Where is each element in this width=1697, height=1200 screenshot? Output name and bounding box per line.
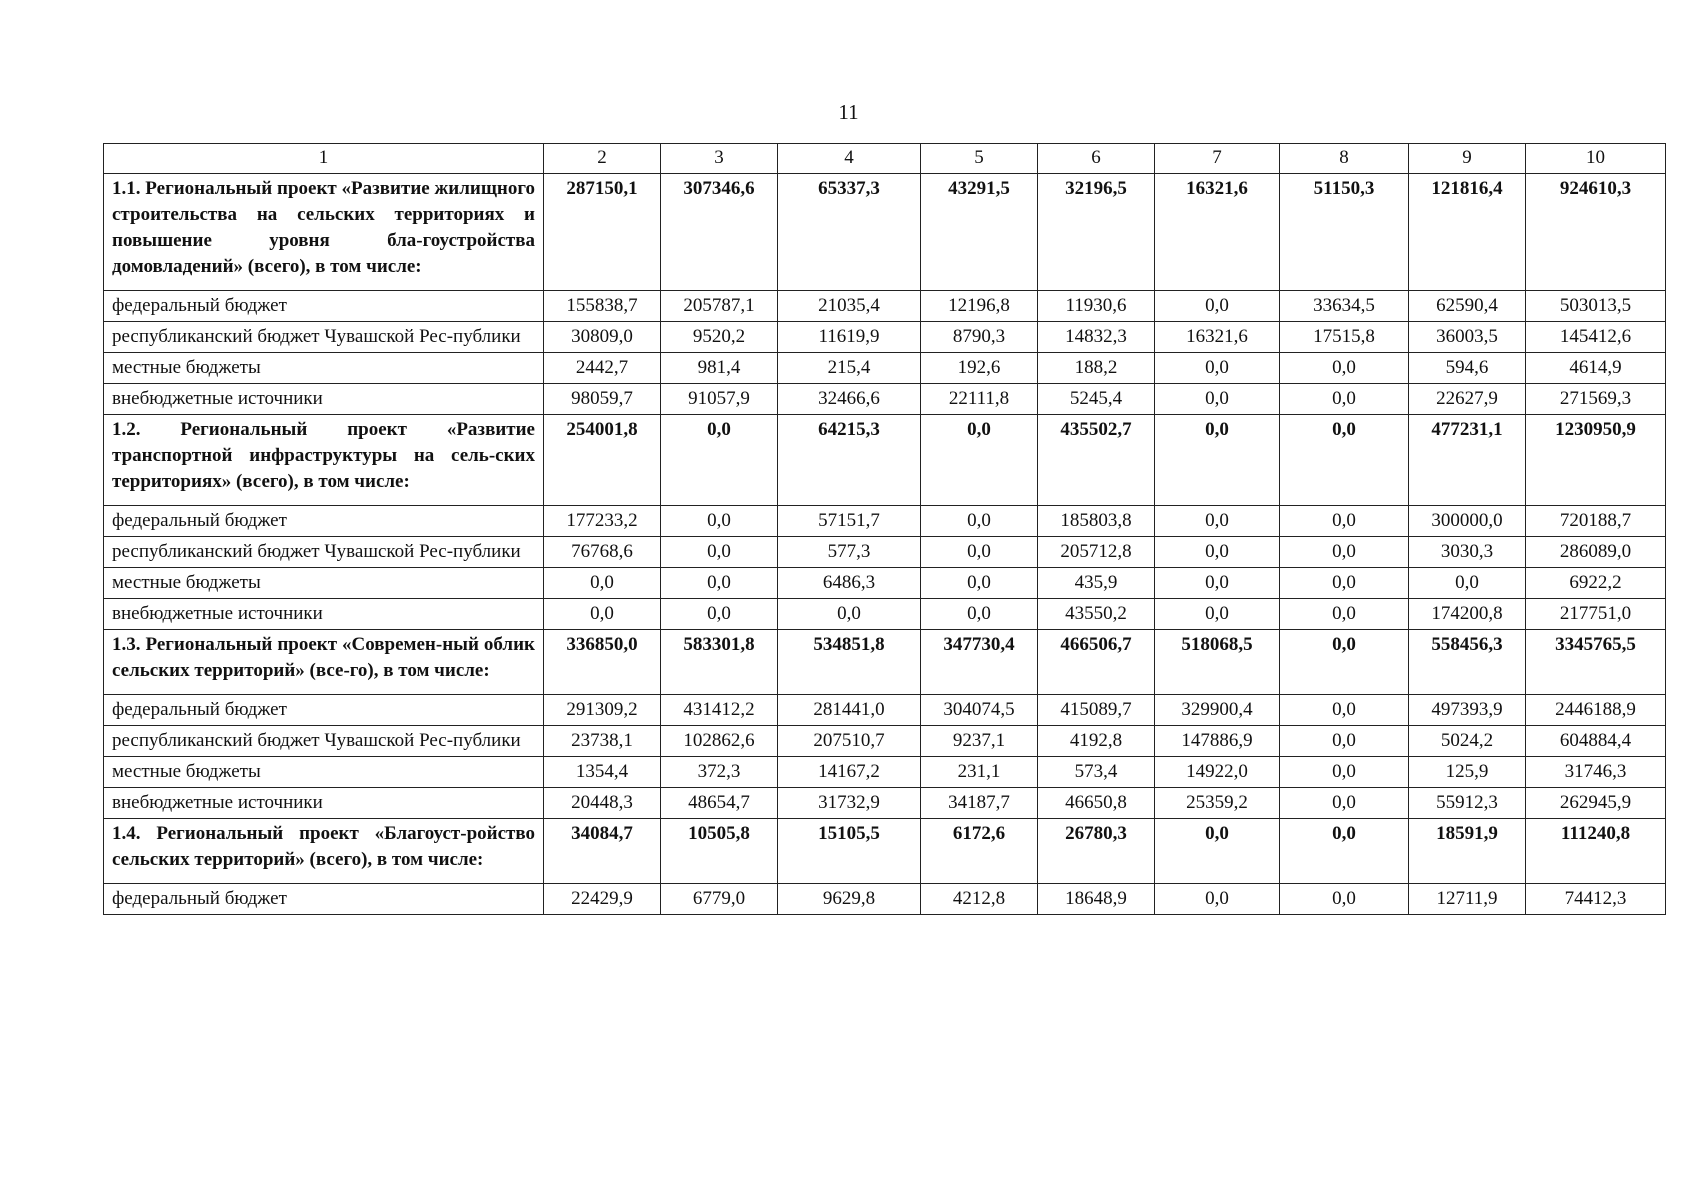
value-cell: 6486,3 — [778, 568, 921, 599]
value-cell: 0,0 — [661, 537, 778, 568]
value-cell: 205787,1 — [661, 291, 778, 322]
budget-source-label: внебюджетные источники — [104, 599, 544, 630]
value-cell: 0,0 — [661, 568, 778, 599]
value-cell: 102862,6 — [661, 726, 778, 757]
value-cell: 20448,3 — [544, 788, 661, 819]
value-cell: 431412,2 — [661, 695, 778, 726]
value-cell: 15105,5 — [778, 819, 921, 884]
value-cell: 25359,2 — [1155, 788, 1280, 819]
value-cell: 0,0 — [1155, 506, 1280, 537]
value-cell: 5245,4 — [1038, 384, 1155, 415]
value-cell: 18591,9 — [1409, 819, 1526, 884]
value-cell: 291309,2 — [544, 695, 661, 726]
value-cell: 720188,7 — [1526, 506, 1666, 537]
value-cell: 271569,3 — [1526, 384, 1666, 415]
value-cell: 307346,6 — [661, 174, 778, 291]
value-cell: 0,0 — [1409, 568, 1526, 599]
value-cell: 5024,2 — [1409, 726, 1526, 757]
value-cell: 6172,6 — [921, 819, 1038, 884]
value-cell: 155838,7 — [544, 291, 661, 322]
budget-source-row — [104, 726, 1666, 757]
value-cell: 0,0 — [778, 599, 921, 630]
budget-source-label: местные бюджеты — [104, 757, 544, 788]
value-cell: 534851,8 — [778, 630, 921, 695]
budget-source-label: республиканский бюджет Чувашской Рес-публики — [104, 537, 544, 568]
value-cell: 0,0 — [661, 506, 778, 537]
value-cell: 14167,2 — [778, 757, 921, 788]
value-cell: 924610,3 — [1526, 174, 1666, 291]
budget-source-row — [104, 695, 1666, 726]
value-cell: 347730,4 — [921, 630, 1038, 695]
budget-source-row — [104, 384, 1666, 415]
value-cell: 11619,9 — [778, 322, 921, 353]
column-number-9: 9 — [1409, 144, 1526, 174]
value-cell: 8790,3 — [921, 322, 1038, 353]
budget-source-label: внебюджетные источники — [104, 788, 544, 819]
value-cell: 0,0 — [544, 599, 661, 630]
value-cell: 1230950,9 — [1526, 415, 1666, 506]
budget-source-row — [104, 568, 1666, 599]
value-cell: 3030,3 — [1409, 537, 1526, 568]
value-cell: 336850,0 — [544, 630, 661, 695]
value-cell: 0,0 — [1155, 353, 1280, 384]
value-cell: 65337,3 — [778, 174, 921, 291]
value-cell: 0,0 — [1280, 599, 1409, 630]
value-cell: 281441,0 — [778, 695, 921, 726]
value-cell: 287150,1 — [544, 174, 661, 291]
budget-source-row — [104, 353, 1666, 384]
value-cell: 98059,7 — [544, 384, 661, 415]
value-cell: 16321,6 — [1155, 174, 1280, 291]
value-cell: 435,9 — [1038, 568, 1155, 599]
value-cell: 262945,9 — [1526, 788, 1666, 819]
value-cell: 23738,1 — [544, 726, 661, 757]
budget-source-row — [104, 757, 1666, 788]
value-cell: 0,0 — [1280, 568, 1409, 599]
value-cell: 74412,3 — [1526, 884, 1666, 915]
value-cell: 0,0 — [1280, 695, 1409, 726]
value-cell: 0,0 — [544, 568, 661, 599]
value-cell: 147886,9 — [1155, 726, 1280, 757]
value-cell: 0,0 — [1280, 415, 1409, 506]
value-cell: 31732,9 — [778, 788, 921, 819]
value-cell: 0,0 — [1280, 506, 1409, 537]
value-cell: 192,6 — [921, 353, 1038, 384]
column-number-5: 5 — [921, 144, 1038, 174]
project-title: 1.1. Региональный проект «Развитие жилищного строительства на сельских территориях и повышение уровня бла-гоустройства домовладений» (всего), в том числе: — [104, 174, 544, 291]
value-cell: 26780,3 — [1038, 819, 1155, 884]
column-number-6: 6 — [1038, 144, 1155, 174]
value-cell: 0,0 — [1155, 384, 1280, 415]
value-cell: 981,4 — [661, 353, 778, 384]
value-cell: 372,3 — [661, 757, 778, 788]
value-cell: 0,0 — [1155, 537, 1280, 568]
value-cell: 177233,2 — [544, 506, 661, 537]
value-cell: 286089,0 — [1526, 537, 1666, 568]
budget-source-label: федеральный бюджет — [104, 695, 544, 726]
value-cell: 12196,8 — [921, 291, 1038, 322]
value-cell: 0,0 — [921, 415, 1038, 506]
value-cell: 145412,6 — [1526, 322, 1666, 353]
value-cell: 174200,8 — [1409, 599, 1526, 630]
value-cell: 329900,4 — [1155, 695, 1280, 726]
value-cell: 0,0 — [1155, 819, 1280, 884]
budget-source-row — [104, 599, 1666, 630]
value-cell: 12711,9 — [1409, 884, 1526, 915]
project-row — [104, 415, 1666, 506]
value-cell: 4614,9 — [1526, 353, 1666, 384]
value-cell: 32196,5 — [1038, 174, 1155, 291]
value-cell: 4192,8 — [1038, 726, 1155, 757]
value-cell: 497393,9 — [1409, 695, 1526, 726]
value-cell: 64215,3 — [778, 415, 921, 506]
value-cell: 231,1 — [921, 757, 1038, 788]
budget-source-label: федеральный бюджет — [104, 506, 544, 537]
value-cell: 91057,9 — [661, 384, 778, 415]
value-cell: 0,0 — [1280, 384, 1409, 415]
value-cell: 435502,7 — [1038, 415, 1155, 506]
value-cell: 188,2 — [1038, 353, 1155, 384]
value-cell: 22111,8 — [921, 384, 1038, 415]
value-cell: 46650,8 — [1038, 788, 1155, 819]
value-cell: 51150,3 — [1280, 174, 1409, 291]
column-number-10: 10 — [1526, 144, 1666, 174]
budget-source-label: республиканский бюджет Чувашской Рес-публики — [104, 726, 544, 757]
value-cell: 300000,0 — [1409, 506, 1526, 537]
budget-source-label: внебюджетные источники — [104, 384, 544, 415]
value-cell: 518068,5 — [1155, 630, 1280, 695]
value-cell: 121816,4 — [1409, 174, 1526, 291]
budget-source-row — [104, 291, 1666, 322]
value-cell: 9237,1 — [921, 726, 1038, 757]
column-number-3: 3 — [661, 144, 778, 174]
budget-source-row — [104, 506, 1666, 537]
value-cell: 0,0 — [1280, 788, 1409, 819]
value-cell: 10505,8 — [661, 819, 778, 884]
value-cell: 0,0 — [921, 568, 1038, 599]
project-title: 1.2. Региональный проект «Развитие транспортной инфраструктуры на сель-ских территориях» (всего), в том числе: — [104, 415, 544, 506]
value-cell: 573,4 — [1038, 757, 1155, 788]
value-cell: 0,0 — [1155, 884, 1280, 915]
value-cell: 215,4 — [778, 353, 921, 384]
project-row — [104, 174, 1666, 291]
value-cell: 55912,3 — [1409, 788, 1526, 819]
value-cell: 0,0 — [1280, 726, 1409, 757]
value-cell: 9520,2 — [661, 322, 778, 353]
value-cell: 48654,7 — [661, 788, 778, 819]
value-cell: 30809,0 — [544, 322, 661, 353]
value-cell: 6779,0 — [661, 884, 778, 915]
column-number-row — [104, 144, 1666, 174]
value-cell: 0,0 — [1280, 537, 1409, 568]
value-cell: 1354,4 — [544, 757, 661, 788]
column-number-2: 2 — [544, 144, 661, 174]
value-cell: 31746,3 — [1526, 757, 1666, 788]
value-cell: 503013,5 — [1526, 291, 1666, 322]
value-cell: 0,0 — [921, 506, 1038, 537]
table-body — [104, 174, 1666, 915]
value-cell: 0,0 — [1280, 884, 1409, 915]
value-cell: 477231,1 — [1409, 415, 1526, 506]
value-cell: 3345765,5 — [1526, 630, 1666, 695]
budget-source-row — [104, 537, 1666, 568]
value-cell: 2446188,9 — [1526, 695, 1666, 726]
budget-source-row — [104, 322, 1666, 353]
budget-source-label: федеральный бюджет — [104, 291, 544, 322]
value-cell: 0,0 — [921, 537, 1038, 568]
value-cell: 0,0 — [661, 599, 778, 630]
page-number: 11 — [838, 100, 859, 124]
value-cell: 577,3 — [778, 537, 921, 568]
column-number-1: 1 — [104, 144, 544, 174]
value-cell: 14922,0 — [1155, 757, 1280, 788]
value-cell: 185803,8 — [1038, 506, 1155, 537]
value-cell: 4212,8 — [921, 884, 1038, 915]
value-cell: 0,0 — [1155, 599, 1280, 630]
budget-source-row — [104, 884, 1666, 915]
column-number-7: 7 — [1155, 144, 1280, 174]
value-cell: 111240,8 — [1526, 819, 1666, 884]
value-cell: 207510,7 — [778, 726, 921, 757]
value-cell: 604884,4 — [1526, 726, 1666, 757]
value-cell: 17515,8 — [1280, 322, 1409, 353]
value-cell: 43291,5 — [921, 174, 1038, 291]
value-cell: 2442,7 — [544, 353, 661, 384]
column-number-4: 4 — [778, 144, 921, 174]
value-cell: 14832,3 — [1038, 322, 1155, 353]
column-number-8: 8 — [1280, 144, 1409, 174]
value-cell: 558456,3 — [1409, 630, 1526, 695]
value-cell: 22429,9 — [544, 884, 661, 915]
value-cell: 0,0 — [1155, 415, 1280, 506]
value-cell: 16321,6 — [1155, 322, 1280, 353]
value-cell: 125,9 — [1409, 757, 1526, 788]
value-cell: 76768,6 — [544, 537, 661, 568]
project-title: 1.4. Региональный проект «Благоуст-ройство сельских территорий» (всего), в том числе: — [104, 819, 544, 884]
value-cell: 21035,4 — [778, 291, 921, 322]
value-cell: 62590,4 — [1409, 291, 1526, 322]
value-cell: 6922,2 — [1526, 568, 1666, 599]
value-cell: 205712,8 — [1038, 537, 1155, 568]
value-cell: 32466,6 — [778, 384, 921, 415]
value-cell: 34084,7 — [544, 819, 661, 884]
value-cell: 22627,9 — [1409, 384, 1526, 415]
value-cell: 254001,8 — [544, 415, 661, 506]
value-cell: 0,0 — [1155, 568, 1280, 599]
value-cell: 0,0 — [1280, 353, 1409, 384]
value-cell: 36003,5 — [1409, 322, 1526, 353]
project-title: 1.3. Региональный проект «Современ-ный облик сельских территорий» (все-го), в том числе: — [104, 630, 544, 695]
project-row — [104, 819, 1666, 884]
value-cell: 0,0 — [1280, 630, 1409, 695]
budget-source-label: местные бюджеты — [104, 568, 544, 599]
budget-source-label: местные бюджеты — [104, 353, 544, 384]
value-cell: 0,0 — [1280, 819, 1409, 884]
value-cell: 34187,7 — [921, 788, 1038, 819]
value-cell: 583301,8 — [661, 630, 778, 695]
budget-source-label: федеральный бюджет — [104, 884, 544, 915]
value-cell: 0,0 — [661, 415, 778, 506]
value-cell: 594,6 — [1409, 353, 1526, 384]
value-cell: 57151,7 — [778, 506, 921, 537]
value-cell: 33634,5 — [1280, 291, 1409, 322]
value-cell: 0,0 — [1280, 757, 1409, 788]
value-cell: 304074,5 — [921, 695, 1038, 726]
value-cell: 466506,7 — [1038, 630, 1155, 695]
project-row — [104, 630, 1666, 695]
budget-table — [103, 143, 1666, 915]
budget-source-row — [104, 788, 1666, 819]
value-cell: 415089,7 — [1038, 695, 1155, 726]
value-cell: 9629,8 — [778, 884, 921, 915]
value-cell: 18648,9 — [1038, 884, 1155, 915]
value-cell: 217751,0 — [1526, 599, 1666, 630]
budget-source-label: республиканский бюджет Чувашской Рес-публики — [104, 322, 544, 353]
value-cell: 0,0 — [921, 599, 1038, 630]
value-cell: 43550,2 — [1038, 599, 1155, 630]
value-cell: 0,0 — [1155, 291, 1280, 322]
value-cell: 11930,6 — [1038, 291, 1155, 322]
